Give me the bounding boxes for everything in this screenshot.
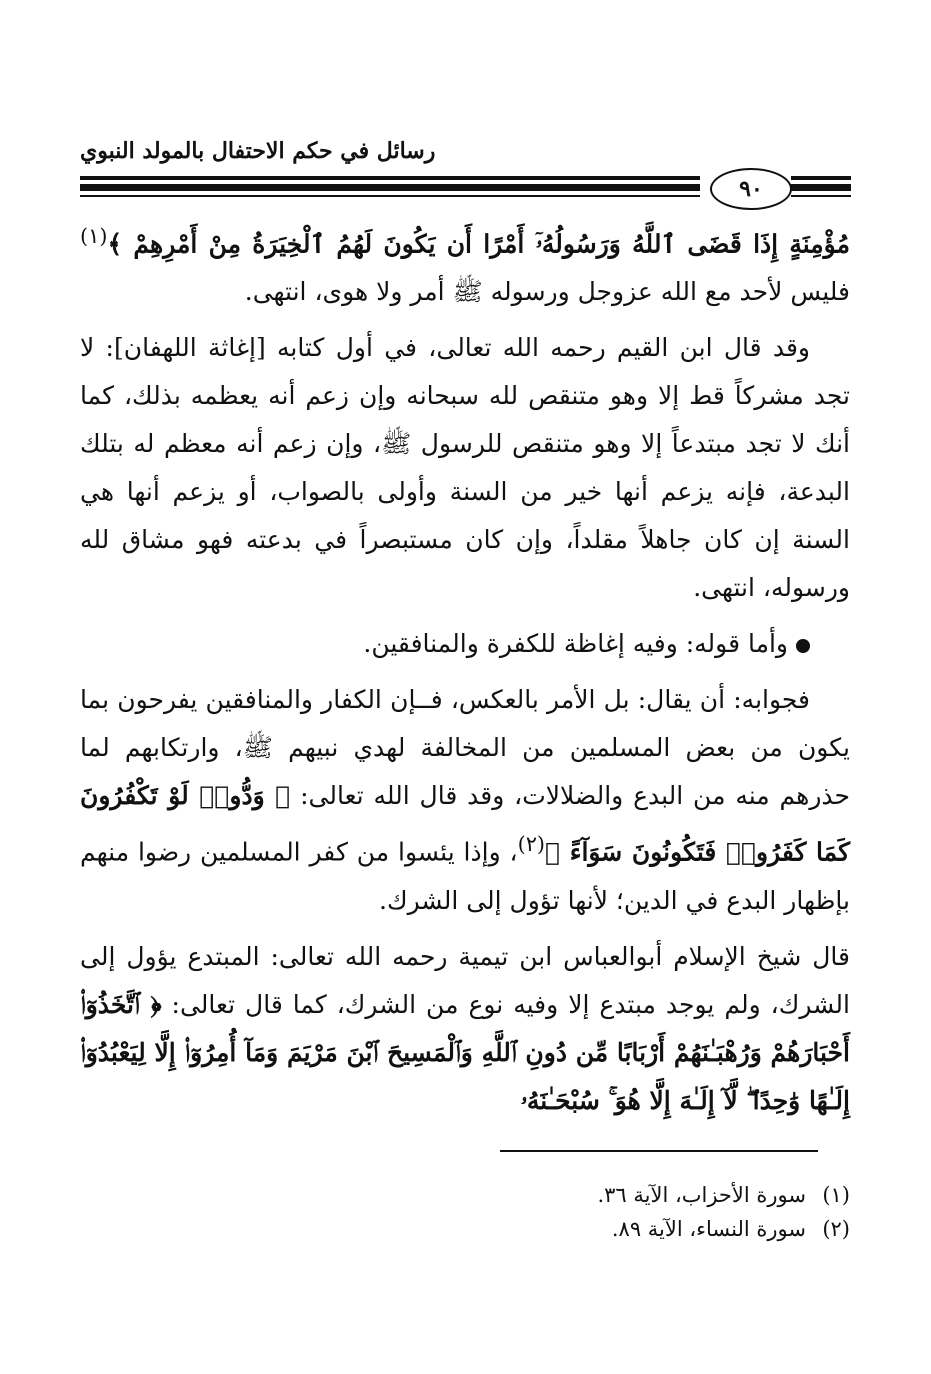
- paragraph-1-text: فليس لأحد مع الله عزوجل ورسوله ﷺ أمر ولا هوى، انتهى.: [244, 277, 850, 307]
- footnotes: [80, 1178, 850, 1246]
- paragraph-1: [80, 212, 850, 316]
- quran-verse-2: ﴿ وَدُّوا۟ لَوْ تَكْفُرُونَ كَمَا كَفَرُوا۟ فَتَكُونُونَ سَوَآءً ﴾: [80, 781, 850, 867]
- paragraph-4-text: قال شيخ الإسلام أبوالعباس ابن تيمية رحمه الله تعالى: المبتدع يؤول إلى الشرك، ولم يوجد مبتدع إلا وفيه نوع من الشرك، كما قال تعالى:: [80, 941, 850, 1019]
- main-text: [80, 212, 850, 1133]
- paragraph-3: [80, 676, 850, 924]
- paragraph-4: [80, 933, 850, 1125]
- footnote-separator: [500, 1150, 818, 1152]
- paragraph-2: وقد قال ابن القيم رحمه الله تعالى، في أول كتابه [إغاثة اللهفان]: لا تجد مشركاً قط إلا وهو متنقص لله سبحانه وإن زعم أنه يعظمه بذلك، كما أنك لا تجد مبتدعاً إلا وهو متنقص للرسول ﷺ، وإن زعم أنه معظم له بتلك البدعة، فإنه يزعم أنها خير من السنة وأولى بالصواب، أو يزعم أنها هي السنة إن كان جاهلاً مقلداً، وإن كان مستبصراً في بدعته فهو مشاق لله ورسوله، انتهى.: [80, 333, 850, 603]
- footnote-2: [80, 1212, 850, 1246]
- header-rule-right-bottom: [791, 195, 851, 197]
- page-header-title: رسائل في حكم الاحتفال بالمولد النبوي: [80, 138, 436, 164]
- footnote-1-number: (١): [822, 1183, 850, 1207]
- bullet-text: وأما قوله: وفيه إغاظة للكفرة والمنافقين.: [363, 629, 788, 659]
- header-rule-left-thick: [80, 184, 700, 191]
- footnote-1: [80, 1178, 850, 1212]
- quran-verse-3: ﴿ ٱتَّخَذُوٓا۟ أَحْبَارَهُمْ وَرُهْبَـٰنَهُمْ أَرْبَابًا مِّن دُونِ ٱللَّهِ وَٱلْمَسِيحَ ٱبْنَ مَرْيَمَ وَمَآ أُمِرُوٓا۟ إِلَّا لِيَعْبُدُوٓا۟ إِلَـٰهًا وَٰحِدًا ۖ لَّآ إِلَـٰهَ إِلَّا هُوَ ۚ سُبْحَـٰنَهُۥ: [80, 989, 850, 1115]
- bullet-item: [80, 620, 850, 668]
- footnote-1-text: سورة الأحزاب، الآية ٣٦.: [597, 1183, 806, 1207]
- page-number: ٩٠: [710, 168, 792, 210]
- header-rule-right-top: [791, 176, 851, 180]
- footnote-2-number: (٢): [822, 1217, 850, 1241]
- paragraph-3-text: فجوابه: أن يقال: بل الأمر بالعكس، فــإن الكفار والمنافقين يفرحون بما يكون من بعض المسلمين من المخالفة لهدي نبيهم ﷺ، وارتكابهم لما حذرهم منه من البدع والضلالات، وقد قال الله تعالى:: [80, 685, 850, 811]
- footnote-ref-2: (٢): [517, 832, 546, 857]
- header-rule-left-bottom: [80, 195, 700, 197]
- paragraph-3-tail: ، وإذا يئسوا من كفر المسلمين رضوا منهم بإظهار البدع في الدين؛ لأنها تؤول إلى الشرك.: [80, 837, 850, 915]
- header-rule-right-thick: [791, 184, 851, 191]
- footnote-2-text: سورة النساء، الآية ٨٩.: [611, 1217, 806, 1241]
- footnote-ref-1: (١): [80, 224, 108, 248]
- header-rule-left-top: [80, 176, 700, 180]
- quran-verse-1: مُؤْمِنَةٍ إِذَا قَضَى ٱللَّهُ وَرَسُولُهُۥٓ أَمْرًا أَن يَكُونَ لَهُمُ ٱلْخِيَرَةُ مِنْ أَمْرِهِمْ ﴾: [107, 229, 850, 259]
- bullet-icon: [796, 639, 810, 653]
